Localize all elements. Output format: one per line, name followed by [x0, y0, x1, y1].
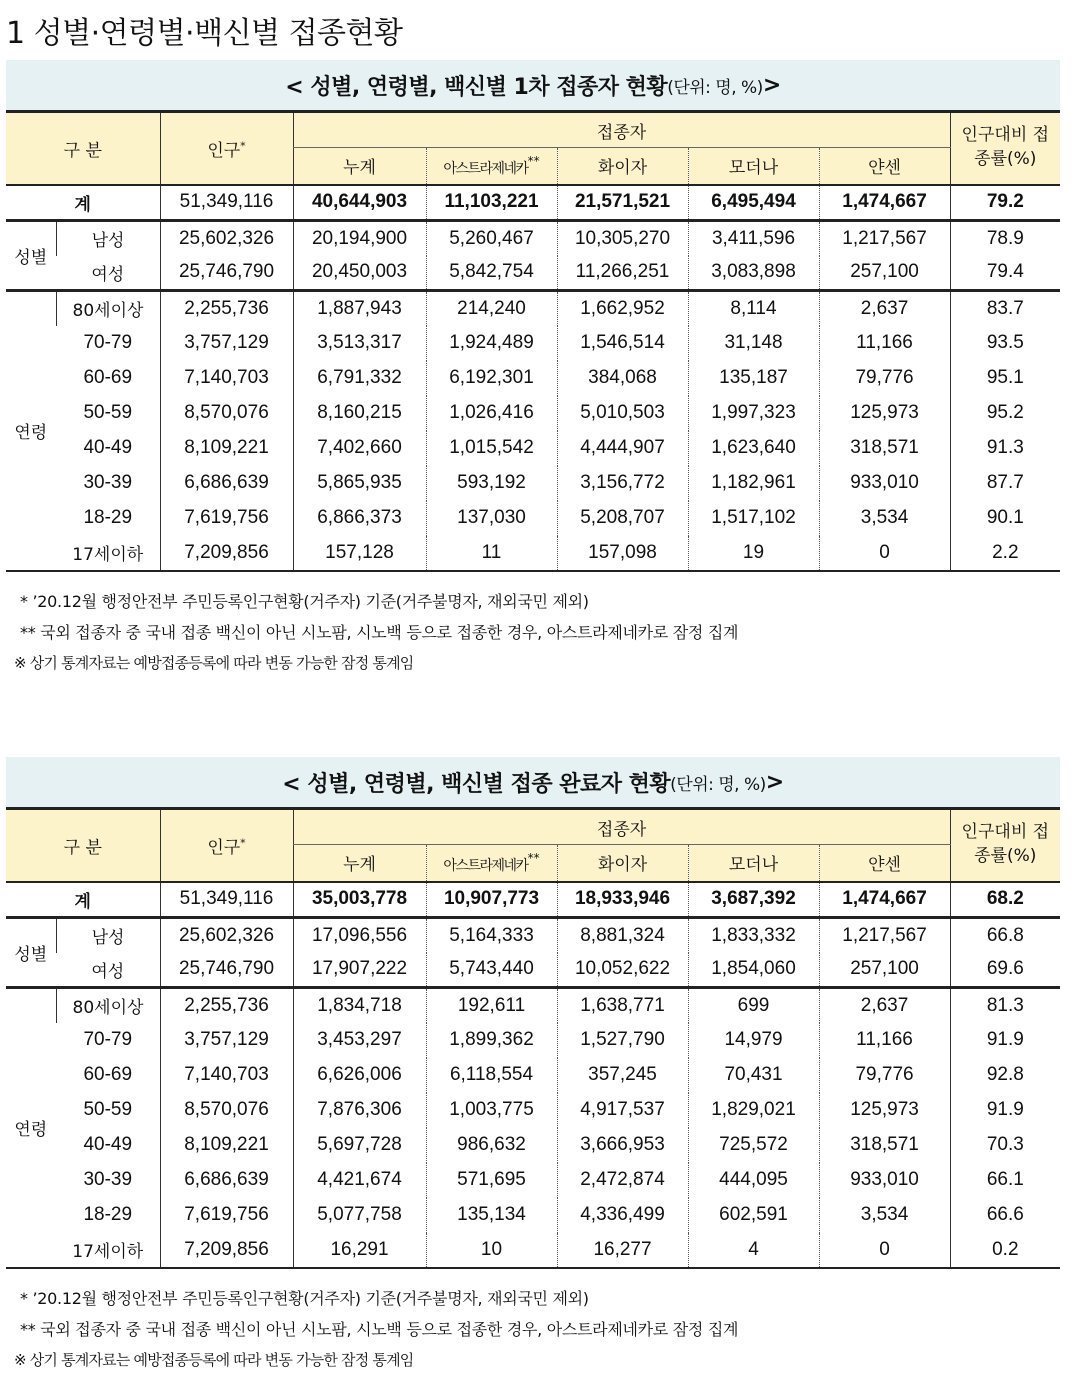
table-cell: 87.7 — [950, 466, 1060, 501]
table-cell: 25,602,326 — [160, 221, 293, 256]
table-cell: 7,140,703 — [160, 1058, 293, 1093]
table-cell: 3,534 — [819, 501, 950, 536]
table-row — [6, 221, 1060, 256]
table-cell: 17,096,556 — [293, 918, 426, 953]
table-cell: 318,571 — [819, 1128, 950, 1163]
table-cell: 933,010 — [819, 1163, 950, 1198]
banner-title: < 성별, 연령별, 백신별 접종 완료자 현황 — [282, 771, 671, 797]
table-cell: 21,571,521 — [557, 185, 688, 221]
table-cell: 6,192,301 — [426, 361, 557, 396]
table-cell: 79.2 — [950, 185, 1060, 221]
table-cell: 51,349,116 — [160, 882, 293, 918]
table-cell: 1,833,332 — [688, 918, 819, 953]
table-cell: 40,644,903 — [293, 185, 426, 221]
table-cell: 7,619,756 — [160, 501, 293, 536]
header-total: 누계 — [293, 845, 426, 882]
table-cell: 1,003,775 — [426, 1093, 557, 1128]
header-population-label: 인구 — [207, 837, 241, 858]
table-cell: 8,570,076 — [160, 1093, 293, 1128]
table-row — [6, 1198, 1060, 1233]
table-cell: 2,472,874 — [557, 1163, 688, 1198]
table-cell: 444,095 — [688, 1163, 819, 1198]
table-row — [6, 536, 1060, 571]
table-row — [6, 466, 1060, 501]
group-label: 연령 — [14, 423, 48, 444]
table-cell: 83.7 — [950, 291, 1060, 326]
table-cell: 384,068 — [557, 361, 688, 396]
table-cell: 2,637 — [819, 291, 950, 326]
table-cell: 157,128 — [293, 536, 426, 571]
table-cell: 6,118,554 — [426, 1058, 557, 1093]
table-cell: 135,187 — [688, 361, 819, 396]
table-cell: 25,746,790 — [160, 953, 293, 988]
header-pfizer: 화이자 — [557, 148, 688, 185]
table-cell: 7,140,703 — [160, 361, 293, 396]
vaccination-table — [6, 807, 1060, 1269]
table-cell: 3,666,953 — [557, 1128, 688, 1163]
table-cell: 1,517,102 — [688, 501, 819, 536]
table-cell: 17,907,222 — [293, 953, 426, 988]
row-label: 40-49 — [83, 1134, 133, 1155]
table-cell: 6,686,639 — [160, 466, 293, 501]
header-janssen: 얀센 — [819, 845, 950, 882]
table-cell: 1,854,060 — [688, 953, 819, 988]
row-label: 80세이상 — [56, 988, 160, 1023]
table-cell: 1,899,362 — [426, 1023, 557, 1058]
header-pfizer: 화이자 — [557, 845, 688, 882]
table-cell: 725,572 — [688, 1128, 819, 1163]
table-cell: 66.6 — [950, 1198, 1060, 1233]
banner-unit: (단위: 명, %) — [670, 774, 766, 795]
table-cell: 3,453,297 — [293, 1023, 426, 1058]
header-rate: 인구대비 접종률(%) — [950, 809, 1060, 882]
table-cell: 95.1 — [950, 361, 1060, 396]
table-row — [6, 882, 1060, 918]
table-cell: 16,277 — [557, 1233, 688, 1268]
row-label: 18-29 — [83, 507, 133, 528]
table-row — [6, 396, 1060, 431]
table-cell: 257,100 — [819, 256, 950, 291]
table-cell: 5,743,440 — [426, 953, 557, 988]
row-label: 80세이상 — [56, 291, 160, 326]
table-row — [6, 1093, 1060, 1128]
table-cell: 1,527,790 — [557, 1023, 688, 1058]
table-cell: 571,695 — [426, 1163, 557, 1198]
table-cell: 5,208,707 — [557, 501, 688, 536]
table-cell: 70,431 — [688, 1058, 819, 1093]
table-cell: 95.2 — [950, 396, 1060, 431]
table-cell: 31,148 — [688, 326, 819, 361]
table-cell: 6,626,006 — [293, 1058, 426, 1093]
table-row — [6, 1023, 1060, 1058]
table-cell: 81.3 — [950, 988, 1060, 1023]
table-cell: 79,776 — [819, 361, 950, 396]
table-cell: 1,834,718 — [293, 988, 426, 1023]
table-cell: 10,305,270 — [557, 221, 688, 256]
row-label: 30-39 — [83, 1169, 133, 1190]
row-label: 남성 — [56, 918, 160, 953]
footnote-provisional: ※ 상기 통계자료는 예방접종등록에 따라 변동 가능한 잠정 통계임 — [14, 1350, 414, 1369]
group-label: 성별 — [14, 945, 48, 965]
table-cell: 1,015,542 — [426, 431, 557, 466]
table-cell: 1,662,952 — [557, 291, 688, 326]
header-total: 누계 — [293, 148, 426, 185]
population-footnote-mark: * — [240, 139, 246, 153]
row-label: 30-39 — [83, 472, 133, 493]
table-cell: 79.4 — [950, 256, 1060, 291]
astrazeneca-footnote-mark: ** — [527, 850, 540, 865]
table-cell: 8,160,215 — [293, 396, 426, 431]
group-label: 성별 — [14, 248, 48, 268]
table-cell: 3,411,596 — [688, 221, 819, 256]
table-cell: 1,474,667 — [819, 882, 950, 918]
table-cell: 1,182,961 — [688, 466, 819, 501]
table-cell: 135,134 — [426, 1198, 557, 1233]
table-banner — [6, 757, 1060, 807]
table-cell: 5,865,935 — [293, 466, 426, 501]
table-cell: 1,217,567 — [819, 221, 950, 256]
table-cell: 35,003,778 — [293, 882, 426, 918]
table-cell: 93.5 — [950, 326, 1060, 361]
footnotes — [6, 586, 1060, 679]
table-cell: 20,194,900 — [293, 221, 426, 256]
table-cell: 699 — [688, 988, 819, 1023]
population-footnote-mark: * — [240, 836, 246, 850]
table-row — [6, 326, 1060, 361]
table-cell: 11,266,251 — [557, 256, 688, 291]
table-cell: 2.2 — [950, 536, 1060, 571]
table-row — [6, 361, 1060, 396]
table-cell: 0 — [819, 1233, 950, 1268]
table-cell: 357,245 — [557, 1058, 688, 1093]
row-label: 70-79 — [83, 332, 133, 353]
table-row — [6, 185, 1060, 221]
table-cell: 986,632 — [426, 1128, 557, 1163]
table-cell: 79,776 — [819, 1058, 950, 1093]
header-population-label: 인구 — [207, 140, 241, 161]
table-cell: 602,591 — [688, 1198, 819, 1233]
table-row — [6, 501, 1060, 536]
table-row — [6, 1058, 1060, 1093]
table-cell: 1,997,323 — [688, 396, 819, 431]
table-cell: 2,255,736 — [160, 291, 293, 326]
table-cell: 69.6 — [950, 953, 1060, 988]
table-cell: 137,030 — [426, 501, 557, 536]
table-cell: 5,260,467 — [426, 221, 557, 256]
row-label: 60-69 — [83, 367, 133, 388]
table-cell: 0.2 — [950, 1233, 1060, 1268]
row-label: 계 — [74, 891, 91, 912]
table-row — [6, 256, 1060, 291]
table-cell: 3,513,317 — [293, 326, 426, 361]
row-label: 17세이하 — [72, 1242, 144, 1262]
header-astrazeneca-label: 아스트라제네카 — [443, 160, 528, 177]
table-cell: 4,444,907 — [557, 431, 688, 466]
table-cell: 91.9 — [950, 1093, 1060, 1128]
row-label: 18-29 — [83, 1204, 133, 1225]
header-category: 구 분 — [6, 112, 160, 185]
fully-vaccinated-section — [6, 757, 1060, 1376]
row-label: 17세이하 — [72, 545, 144, 565]
table-cell: 20,450,003 — [293, 256, 426, 291]
table-cell: 2,637 — [819, 988, 950, 1023]
table-cell: 7,209,856 — [160, 1233, 293, 1268]
group-label: 연령 — [14, 1120, 48, 1141]
table-cell: 90.1 — [950, 501, 1060, 536]
table-cell: 1,474,667 — [819, 185, 950, 221]
table-cell: 14,979 — [688, 1023, 819, 1058]
footnote-provisional: ※ 상기 통계자료는 예방접종등록에 따라 변동 가능한 잠정 통계임 — [14, 653, 414, 672]
table-cell: 91.3 — [950, 431, 1060, 466]
footnote-astrazeneca: ** 국외 접종자 중 국내 접종 백신이 아닌 시노팜, 시노백 등으로 접종한 경우, 아스트라제네카로 잠정 집계 — [20, 1319, 739, 1339]
header-rate: 인구대비 접종률(%) — [950, 112, 1060, 185]
table-cell: 1,546,514 — [557, 326, 688, 361]
table-cell: 1,026,416 — [426, 396, 557, 431]
table-cell: 4,917,537 — [557, 1093, 688, 1128]
table-cell: 933,010 — [819, 466, 950, 501]
header-janssen: 얀센 — [819, 148, 950, 185]
row-label: 70-79 — [83, 1029, 133, 1050]
footnote-astrazeneca: ** 국외 접종자 중 국내 접종 백신이 아닌 시노팜, 시노백 등으로 접종한 경우, 아스트라제네카로 잠정 집계 — [20, 622, 739, 642]
table-row — [6, 918, 1060, 953]
table-cell: 6,495,494 — [688, 185, 819, 221]
row-label: 남성 — [56, 221, 160, 256]
table-cell: 192,611 — [426, 988, 557, 1023]
table-cell: 78.9 — [950, 221, 1060, 256]
vaccination-table — [6, 110, 1060, 572]
row-label: 계 — [74, 194, 91, 215]
table-cell: 318,571 — [819, 431, 950, 466]
table-cell: 7,876,306 — [293, 1093, 426, 1128]
table-cell: 1,623,640 — [688, 431, 819, 466]
banner-unit: (단위: 명, %) — [667, 77, 763, 98]
table-cell: 19 — [688, 536, 819, 571]
table-row — [6, 1128, 1060, 1163]
table-cell: 8,109,221 — [160, 1128, 293, 1163]
table-cell: 10,907,773 — [426, 882, 557, 918]
table-cell: 70.3 — [950, 1128, 1060, 1163]
table-cell: 3,757,129 — [160, 326, 293, 361]
table-cell: 157,098 — [557, 536, 688, 571]
table-cell: 7,402,660 — [293, 431, 426, 466]
table-row — [6, 988, 1060, 1023]
table-cell: 4,336,499 — [557, 1198, 688, 1233]
table-cell: 1,924,489 — [426, 326, 557, 361]
header-astrazeneca — [426, 845, 557, 882]
table-cell: 91.9 — [950, 1023, 1060, 1058]
footnote-population: * ’20.12월 행정안전부 주민등록인구현황(거주자) 기준(거주불명자, 재외국민 제외) — [20, 591, 589, 611]
table-cell: 6,791,332 — [293, 361, 426, 396]
table-cell: 5,010,503 — [557, 396, 688, 431]
table-cell: 8,114 — [688, 291, 819, 326]
table-cell: 125,973 — [819, 396, 950, 431]
row-label: 여성 — [91, 264, 125, 285]
footnote-population: * ’20.12월 행정안전부 주민등록인구현황(거주자) 기준(거주불명자, 재외국민 제외) — [20, 1288, 589, 1308]
footnotes — [6, 1283, 1060, 1376]
table-cell: 68.2 — [950, 882, 1060, 918]
table-cell: 3,687,392 — [688, 882, 819, 918]
table-row — [6, 1233, 1060, 1268]
banner-close: > — [762, 72, 781, 98]
table-cell: 10 — [426, 1233, 557, 1268]
header-moderna: 모더나 — [688, 845, 819, 882]
header-vaccinated: 접종자 — [293, 809, 950, 845]
header-category: 구 분 — [6, 809, 160, 882]
table-cell: 1,887,943 — [293, 291, 426, 326]
table-cell: 5,697,728 — [293, 1128, 426, 1163]
table-cell: 1,829,021 — [688, 1093, 819, 1128]
row-label: 60-69 — [83, 1064, 133, 1085]
table-cell: 4 — [688, 1233, 819, 1268]
table-cell: 3,083,898 — [688, 256, 819, 291]
table-row — [6, 1163, 1060, 1198]
header-astrazeneca-label: 아스트라제네카 — [443, 857, 528, 874]
table-cell: 5,164,333 — [426, 918, 557, 953]
table-cell: 3,534 — [819, 1198, 950, 1233]
table-cell: 8,109,221 — [160, 431, 293, 466]
header-astrazeneca — [426, 148, 557, 185]
table-cell: 6,866,373 — [293, 501, 426, 536]
table-row — [6, 431, 1060, 466]
table-cell: 25,746,790 — [160, 256, 293, 291]
table-cell: 18,933,946 — [557, 882, 688, 918]
table-banner — [6, 60, 1060, 110]
table-cell: 66.8 — [950, 918, 1060, 953]
table-cell: 10,052,622 — [557, 953, 688, 988]
table-cell: 214,240 — [426, 291, 557, 326]
table-row — [6, 291, 1060, 326]
table-cell: 25,602,326 — [160, 918, 293, 953]
header-population — [160, 112, 293, 185]
table-cell: 66.1 — [950, 1163, 1060, 1198]
row-label: 50-59 — [83, 1099, 133, 1120]
banner-title: < 성별, 연령별, 백신별 1차 접종자 현황 — [285, 74, 668, 100]
table-cell: 1,217,567 — [819, 918, 950, 953]
table-cell: 5,842,754 — [426, 256, 557, 291]
row-label: 여성 — [91, 961, 125, 982]
table-cell: 11,103,221 — [426, 185, 557, 221]
table-cell: 1,638,771 — [557, 988, 688, 1023]
header-moderna: 모더나 — [688, 148, 819, 185]
banner-close: > — [765, 769, 784, 795]
table-cell: 4,421,674 — [293, 1163, 426, 1198]
table-cell: 8,881,324 — [557, 918, 688, 953]
table-cell: 8,570,076 — [160, 396, 293, 431]
table-cell: 5,077,758 — [293, 1198, 426, 1233]
page-title: 1 성별·연령별·백신별 접종현황 — [6, 16, 403, 51]
table-cell: 92.8 — [950, 1058, 1060, 1093]
table-cell: 3,757,129 — [160, 1023, 293, 1058]
table-cell: 7,619,756 — [160, 1198, 293, 1233]
table-cell: 7,209,856 — [160, 536, 293, 571]
astrazeneca-footnote-mark: ** — [527, 153, 540, 168]
table-cell: 11,166 — [819, 1023, 950, 1058]
table-cell: 2,255,736 — [160, 988, 293, 1023]
first-dose-section — [6, 60, 1060, 679]
table-cell: 3,156,772 — [557, 466, 688, 501]
table-cell: 11 — [426, 536, 557, 571]
table-cell: 6,686,639 — [160, 1163, 293, 1198]
table-cell: 51,349,116 — [160, 185, 293, 221]
row-label: 50-59 — [83, 402, 133, 423]
table-cell: 593,192 — [426, 466, 557, 501]
table-cell: 257,100 — [819, 953, 950, 988]
header-population — [160, 809, 293, 882]
table-cell: 16,291 — [293, 1233, 426, 1268]
table-cell: 11,166 — [819, 326, 950, 361]
table-cell: 125,973 — [819, 1093, 950, 1128]
table-cell: 0 — [819, 536, 950, 571]
row-label: 40-49 — [83, 437, 133, 458]
table-row — [6, 953, 1060, 988]
header-vaccinated: 접종자 — [293, 112, 950, 148]
